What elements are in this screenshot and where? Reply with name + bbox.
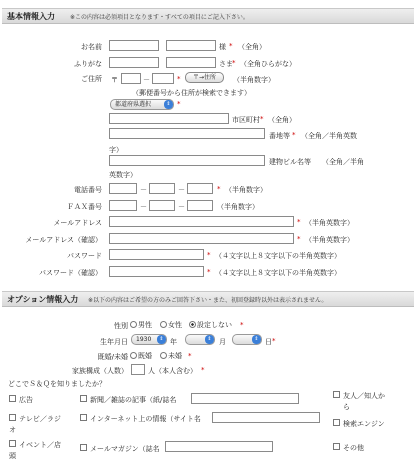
street-input[interactable] [109,128,265,139]
postal-to-address-button[interactable]: 〒→住所 [185,72,224,83]
postal-dash: － [143,76,150,84]
source-question: どこでＳ＆Ｑを知りましたか？ [8,380,106,388]
birth-label: 生年月日 [100,338,128,346]
gender-unset-option[interactable]: 設定しない [189,320,232,330]
search-engine-label: 検索エンジン [343,420,385,428]
name-suffix: 様 [219,43,226,51]
required-mark: * [207,251,211,259]
street-note-cont: 字） [109,146,123,154]
required-mark: * [292,131,296,139]
building-note-cont: 英数字） [109,171,137,179]
newspaper-name-input[interactable] [191,393,299,404]
magazine-checkbox[interactable] [80,444,87,451]
name-note: （全角） [238,43,266,51]
tv-label: テレビ／ラジ [19,415,61,423]
select-arrows-icon: ⇕ [164,100,173,109]
basic-info-header [2,8,414,24]
city-label: 市区町村 [232,116,260,124]
married-option[interactable]: 既婚 [130,351,152,361]
ad-label: 広告 [19,396,33,404]
street-note: （全角／半角英数 [301,132,357,140]
building-label: 建物ビル名等 [269,158,311,166]
newspaper-label: 新聞／雑誌の記事（紙/誌名 [90,396,177,404]
phone-2-input[interactable] [149,183,175,194]
required-mark: * [188,352,192,360]
year-unit: 年 [170,338,177,346]
last-name-input[interactable] [109,40,159,51]
required-mark: * [177,100,181,108]
friend-checkbox[interactable] [333,391,340,398]
radio-selected-icon[interactable] [189,321,196,328]
password-note: （４文字以上８文字以下の半角英数字） [215,252,341,260]
email-confirm-label: メールアドレス（確認） [25,236,102,244]
fax-2-input[interactable] [149,200,175,211]
prefecture-select-value: 都道府県選択 [115,101,152,108]
gender-female-option[interactable]: 女性 [160,320,182,330]
family-label: 家族構成（人数） [72,367,128,375]
email-label: メールアドレス [53,219,102,227]
phone-1-input[interactable] [109,183,137,194]
email-input[interactable] [109,216,294,227]
fax-note: （半角数字） [217,203,259,211]
required-mark: * [229,42,233,50]
option-info-note: ※以下の内容はご希望の方のみご回答下さい・また、初回登録時以外は表示されません。 [88,297,328,304]
gender-male-option[interactable]: 男性 [130,320,152,330]
select-arrows-icon: ⇕ [157,335,166,344]
birth-year-select[interactable] [131,334,167,345]
building-note: （全角／半角 [322,158,364,166]
address-label: ご住所 [81,75,102,83]
required-mark: * [260,115,264,123]
family-unit: 人（本人含む） [148,367,197,375]
event-checkbox[interactable] [9,440,16,447]
required-mark: * [240,321,244,329]
magazine-name-input[interactable] [165,441,273,452]
phone-3-input[interactable] [187,183,213,194]
fax-dash-2: － [178,203,185,211]
radio-icon[interactable] [130,321,137,328]
kana-suffix: さま [219,60,233,68]
internet-label: インターネット上の情報（サイト名 [90,415,201,423]
fax-1-input[interactable] [109,200,137,211]
last-kana-input[interactable] [109,57,159,68]
radio-icon[interactable] [160,321,167,328]
basic-info-note: ※この内容は必須項目となります・すべての項目にご記入下さい。 [70,14,249,21]
ad-checkbox[interactable] [9,395,16,402]
tv-checkbox[interactable] [9,414,16,421]
family-count-input[interactable] [131,364,145,375]
password-input[interactable] [109,249,204,260]
phone-dash-2: － [178,186,185,194]
radio-icon[interactable] [160,352,167,359]
newspaper-checkbox[interactable] [80,395,87,402]
radio-icon[interactable] [130,352,137,359]
email-confirm-note: （半角英数字） [305,236,354,244]
month-unit: 月 [219,338,226,346]
birth-month-select[interactable] [185,334,215,345]
required-mark: * [232,59,236,67]
magazine-label: メールマガジン（誌名 [90,445,160,453]
first-name-input[interactable] [166,40,216,51]
city-input[interactable] [109,113,229,124]
postal-hint: （郵便番号から住所が検索できます） [132,89,251,97]
internet-checkbox[interactable] [80,414,87,421]
postal-code-2-input[interactable] [152,73,174,84]
fax-label: ＦＡＸ番号 [67,203,102,211]
gender-label: 性別 [114,322,128,330]
select-arrows-icon: ⇕ [205,335,214,344]
other-label: その他 [343,444,364,452]
postal-note: （半角数字） [233,76,275,84]
option-info-header [2,291,414,307]
required-mark: * [201,366,205,374]
event-label: イベント／店 [19,441,61,449]
email-note: （半角英数字） [305,219,354,227]
postal-code-1-input[interactable] [121,73,141,84]
option-info-title: オプション情報入力 [7,295,79,304]
birth-day-select[interactable] [232,334,262,345]
basic-info-title: 基本情報入力 [7,12,55,21]
password-confirm-label: パスワード（確認） [39,269,102,277]
kana-note: （全角ひらがな） [240,60,296,68]
friend-label: 友人／知人か [343,392,385,400]
friend-label-cont: ら [343,403,350,411]
prefecture-select[interactable] [110,99,174,110]
marital-label: 既婚/未婚 [97,353,128,361]
street-label: 番地等 [269,132,290,140]
birth-year-value: 1930 [136,336,152,343]
password-confirm-note: （４文字以上８文字以下の半角英数字） [215,269,341,277]
search-engine-checkbox[interactable] [333,419,340,426]
postal-mark: 〒 [111,76,118,84]
required-mark: * [177,75,181,83]
first-kana-input[interactable] [166,57,216,68]
event-label-cont: 頭 [9,452,16,460]
select-arrows-icon: ⇕ [252,335,261,344]
required-mark: * [217,185,221,193]
phone-label: 電話番号 [74,186,102,194]
required-mark: * [207,268,211,276]
required-mark: * [272,337,276,345]
city-note: （全角） [268,116,296,124]
phone-note: （半角数字） [225,186,267,194]
fax-dash-1: － [140,203,147,211]
password-label: パスワード [67,252,102,260]
day-unit: 日 [265,338,272,346]
building-input[interactable] [109,155,265,166]
other-checkbox[interactable] [333,443,340,450]
unmarried-option[interactable]: 未婚 [160,351,182,361]
phone-dash-1: － [140,186,147,194]
email-confirm-input[interactable] [109,233,294,244]
site-name-input[interactable] [212,412,320,423]
name-label: お名前 [81,43,102,51]
fax-3-input[interactable] [187,200,213,211]
kana-label: ふりがな [74,60,102,68]
tv-label-cont: オ [9,426,16,434]
password-confirm-input[interactable] [109,266,204,277]
required-mark: * [297,235,301,243]
required-mark: * [297,218,301,226]
